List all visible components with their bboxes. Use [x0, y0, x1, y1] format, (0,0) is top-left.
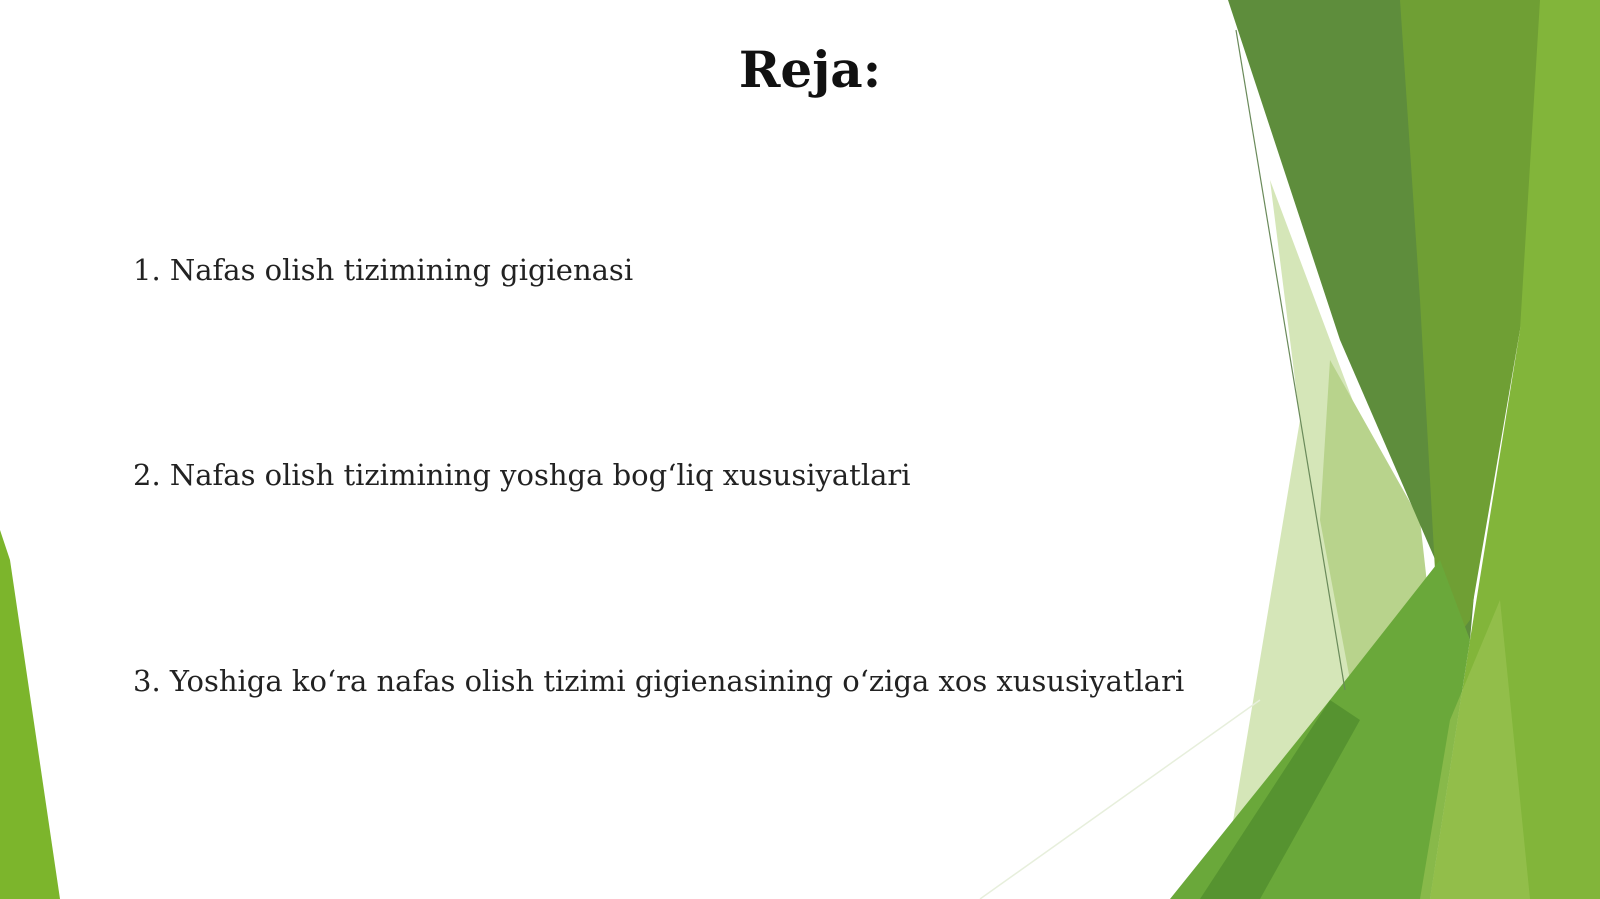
plan-item-3: 3. Yoshiga ko‘ra nafas olish tizimi gigienasining o‘ziga xos xususiyatlari	[133, 664, 1185, 698]
plan-item-1: 1. Nafas olish tizimining gigienasi	[133, 253, 634, 287]
plan-item-2: 2. Nafas olish tizimining yoshga bog‘liq xususiyatlari	[133, 458, 911, 492]
left-green-sliver	[0, 530, 60, 899]
slide-title: Reja:	[738, 40, 882, 99]
